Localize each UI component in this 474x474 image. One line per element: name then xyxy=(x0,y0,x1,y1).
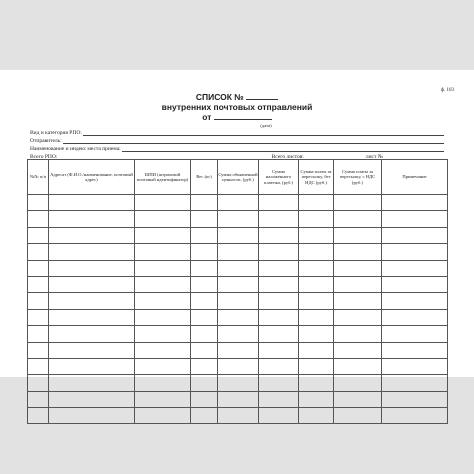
table-cell[interactable] xyxy=(28,293,49,309)
table-cell[interactable] xyxy=(28,195,49,211)
table-cell[interactable] xyxy=(28,244,49,260)
table-cell[interactable] xyxy=(49,326,135,342)
table-cell[interactable] xyxy=(299,375,334,391)
table-cell[interactable] xyxy=(259,309,299,325)
table-cell[interactable] xyxy=(218,391,259,407)
date-blank xyxy=(214,112,272,120)
table-cell[interactable] xyxy=(28,326,49,342)
table-cell[interactable] xyxy=(334,358,382,374)
table-cell[interactable] xyxy=(49,342,135,358)
table-cell[interactable] xyxy=(191,293,218,309)
table-cell[interactable] xyxy=(218,408,259,424)
table-row xyxy=(28,293,448,309)
table-cell[interactable] xyxy=(135,342,191,358)
field-line xyxy=(122,145,444,152)
date-prefix: от xyxy=(202,112,212,122)
field-label: лист № xyxy=(365,154,383,160)
table-row xyxy=(28,358,448,374)
table-cell[interactable] xyxy=(49,375,135,391)
table-cell[interactable] xyxy=(382,375,448,391)
title-block xyxy=(0,92,474,122)
table-row xyxy=(28,342,448,358)
table-cell[interactable] xyxy=(28,391,49,407)
title-prefix: СПИСОК № xyxy=(195,92,244,102)
table-row xyxy=(28,309,448,325)
table-cell[interactable] xyxy=(259,408,299,424)
table-cell[interactable] xyxy=(299,276,334,292)
table-cell[interactable] xyxy=(259,211,299,227)
table-cell[interactable] xyxy=(135,227,191,243)
field-line xyxy=(83,129,444,136)
table-row xyxy=(28,326,448,342)
table-cell[interactable] xyxy=(135,408,191,424)
table-cell[interactable] xyxy=(218,195,259,211)
table-cell[interactable] xyxy=(218,260,259,276)
table-cell[interactable] xyxy=(299,293,334,309)
table-cell[interactable] xyxy=(218,375,259,391)
table-cell[interactable] xyxy=(191,326,218,342)
table-cell[interactable] xyxy=(382,408,448,424)
table-cell[interactable] xyxy=(28,309,49,325)
table-cell[interactable] xyxy=(191,391,218,407)
date-note: (дата) xyxy=(260,123,272,128)
table-cell[interactable] xyxy=(49,293,135,309)
column-header: Вес (кг) xyxy=(191,160,218,195)
table-cell[interactable] xyxy=(334,276,382,292)
table-cell[interactable] xyxy=(334,195,382,211)
table-cell[interactable] xyxy=(382,342,448,358)
table-cell[interactable] xyxy=(218,358,259,374)
table-cell[interactable] xyxy=(191,211,218,227)
table-cell[interactable] xyxy=(382,260,448,276)
table-cell[interactable] xyxy=(218,293,259,309)
table-cell[interactable] xyxy=(49,195,135,211)
title-line-3 xyxy=(0,112,474,122)
table-cell[interactable] xyxy=(334,211,382,227)
table-cell[interactable] xyxy=(334,309,382,325)
table-cell[interactable] xyxy=(49,211,135,227)
table-cell[interactable] xyxy=(135,293,191,309)
table-cell[interactable] xyxy=(382,358,448,374)
table-cell[interactable] xyxy=(28,408,49,424)
table-cell[interactable] xyxy=(259,375,299,391)
table-row xyxy=(28,260,448,276)
table-row xyxy=(28,244,448,260)
column-header: Сумма объявленной ценности, (руб.) xyxy=(218,160,259,195)
table-cell[interactable] xyxy=(299,309,334,325)
field-label: Всего РПО: xyxy=(30,154,58,160)
table-cell[interactable] xyxy=(382,293,448,309)
table-cell[interactable] xyxy=(259,276,299,292)
table-cell[interactable] xyxy=(28,276,49,292)
table-cell[interactable] xyxy=(218,342,259,358)
table-cell[interactable] xyxy=(299,244,334,260)
table-cell[interactable] xyxy=(334,244,382,260)
field-post-office xyxy=(30,144,444,152)
table-cell[interactable] xyxy=(259,195,299,211)
form-sheet xyxy=(0,70,474,377)
table-cell[interactable] xyxy=(28,375,49,391)
table-cell[interactable] xyxy=(49,408,135,424)
field-sender xyxy=(30,136,444,144)
table-cell[interactable] xyxy=(382,326,448,342)
table-cell[interactable] xyxy=(218,211,259,227)
table-cell[interactable] xyxy=(135,309,191,325)
table-cell[interactable] xyxy=(135,358,191,374)
table-cell[interactable] xyxy=(218,326,259,342)
table-body xyxy=(28,195,448,424)
table-header-row xyxy=(28,160,448,195)
table-cell[interactable] xyxy=(191,195,218,211)
table-cell[interactable] xyxy=(191,375,218,391)
table-cell[interactable] xyxy=(334,408,382,424)
table-cell[interactable] xyxy=(334,260,382,276)
table-cell[interactable] xyxy=(382,227,448,243)
table-cell[interactable] xyxy=(135,375,191,391)
table-cell[interactable] xyxy=(28,358,49,374)
table-cell[interactable] xyxy=(191,276,218,292)
table-cell[interactable] xyxy=(191,244,218,260)
header-fields xyxy=(30,128,444,160)
field-label: Вид и категория РПО: xyxy=(30,130,82,136)
table-cell[interactable] xyxy=(299,358,334,374)
table-cell[interactable] xyxy=(218,276,259,292)
table-cell[interactable] xyxy=(334,227,382,243)
table-cell[interactable] xyxy=(135,391,191,407)
table-cell[interactable] xyxy=(334,391,382,407)
table-cell[interactable] xyxy=(191,309,218,325)
table-cell[interactable] xyxy=(28,260,49,276)
table-cell[interactable] xyxy=(299,227,334,243)
table-cell[interactable] xyxy=(259,342,299,358)
table-cell[interactable] xyxy=(299,260,334,276)
column-header: №№ п/п xyxy=(28,160,49,195)
column-header: Сумма наложенного платежа, (руб.) xyxy=(259,160,299,195)
table-cell[interactable] xyxy=(191,227,218,243)
table-cell[interactable] xyxy=(259,293,299,309)
column-header: ШПИ (штриховой почтовый идентификатор) xyxy=(135,160,191,195)
table-row xyxy=(28,408,448,424)
table-cell[interactable] xyxy=(382,244,448,260)
table-cell[interactable] xyxy=(135,244,191,260)
table-row xyxy=(28,276,448,292)
table-row xyxy=(28,227,448,243)
table-row xyxy=(28,375,448,391)
table-cell[interactable] xyxy=(49,227,135,243)
table-cell[interactable] xyxy=(191,358,218,374)
table-cell[interactable] xyxy=(218,227,259,243)
table-cell[interactable] xyxy=(28,211,49,227)
table-cell[interactable] xyxy=(28,227,49,243)
table-cell[interactable] xyxy=(135,260,191,276)
table-cell[interactable] xyxy=(382,195,448,211)
table-cell[interactable] xyxy=(299,211,334,227)
table-cell[interactable] xyxy=(334,342,382,358)
column-header: Адресат (Ф.И.О./наименование, почтовый адрес) xyxy=(49,160,135,195)
table-cell[interactable] xyxy=(382,211,448,227)
table-cell[interactable] xyxy=(334,326,382,342)
table-row xyxy=(28,195,448,211)
table-cell[interactable] xyxy=(259,244,299,260)
table-cell[interactable] xyxy=(382,391,448,407)
table-cell[interactable] xyxy=(191,342,218,358)
title-line-2: внутренних почтовых отправлений xyxy=(161,102,313,112)
field-label: Всего листов: xyxy=(271,154,304,160)
field-rpo-kind xyxy=(30,128,444,136)
table-row xyxy=(28,211,448,227)
table-cell[interactable] xyxy=(49,260,135,276)
table-cell[interactable] xyxy=(135,195,191,211)
field-label: Отправитель: xyxy=(30,138,62,144)
table-cell[interactable] xyxy=(299,391,334,407)
field-line xyxy=(63,137,444,144)
table-row xyxy=(28,391,448,407)
table-cell[interactable] xyxy=(334,375,382,391)
table-cell[interactable] xyxy=(299,195,334,211)
form-code: ф. 103 xyxy=(440,88,454,93)
table-cell[interactable] xyxy=(49,276,135,292)
table-cell[interactable] xyxy=(259,358,299,374)
table-cell[interactable] xyxy=(49,391,135,407)
field-label: Наименование и индекс места приема: xyxy=(30,146,121,152)
table-cell[interactable] xyxy=(259,326,299,342)
table-cell[interactable] xyxy=(191,408,218,424)
table-cell[interactable] xyxy=(218,244,259,260)
table-cell[interactable] xyxy=(49,244,135,260)
column-header: Сумма платы за пересылку, с НДС (руб.) xyxy=(334,160,382,195)
table-cell[interactable] xyxy=(191,260,218,276)
table-cell[interactable] xyxy=(49,358,135,374)
table-cell[interactable] xyxy=(135,326,191,342)
column-header: Сумма платы за пересылку, без НДС (руб.) xyxy=(299,160,334,195)
table-cell[interactable] xyxy=(259,227,299,243)
table-cell[interactable] xyxy=(334,293,382,309)
table-cell[interactable] xyxy=(49,309,135,325)
table-cell[interactable] xyxy=(382,309,448,325)
table-cell[interactable] xyxy=(299,342,334,358)
table-cell[interactable] xyxy=(299,408,334,424)
shipments-table xyxy=(27,159,448,424)
table-cell[interactable] xyxy=(259,391,299,407)
title-line-1 xyxy=(0,92,474,102)
table-cell[interactable] xyxy=(28,342,49,358)
column-header: Примечание xyxy=(382,160,448,195)
table-cell[interactable] xyxy=(135,276,191,292)
table-cell[interactable] xyxy=(382,276,448,292)
list-number-blank xyxy=(246,92,278,100)
table-cell[interactable] xyxy=(135,211,191,227)
table-cell[interactable] xyxy=(299,326,334,342)
table-cell[interactable] xyxy=(259,260,299,276)
table-cell[interactable] xyxy=(218,309,259,325)
